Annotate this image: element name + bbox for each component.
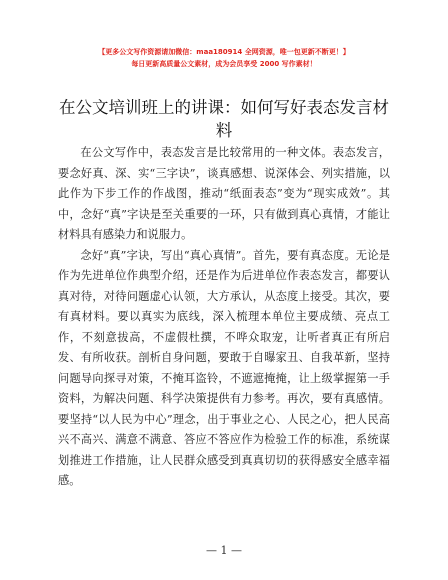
document-title: 在公文培训班上的讲课：如何写好表态发言材料: [59, 98, 389, 140]
body-paragraph-1: 在公文写作中，表态发言是比较常用的一种文体。表态发言，要念好真、深、实“三字诀”，谈真感想、说深体会、列实措施，以此作为下步工作的作战图，推动“纸面表态”变为“现实成效”。其中，念好“真”字诀是至关重要的一环，只有做到真心真情，才能让材料具有感染力和说服力。: [58, 146, 390, 241]
promo-banner-line-2: 每日更新高质量公文素材，成为会员享受 2000 写作素材！: [131, 60, 317, 68]
document-body: [58, 143, 390, 492]
body-paragraph-2: 念好“真”字诀，写出“真心真情”。首先，要有真态度。无论是作为先进单位作典型介绍，还是作为后进单位作表态发言，都要认真对待，对待问题虚心认领，大方承认，从态度上接受。其次，要有真材料。要以真实为底线，深入梳理本单位主要成绩、亮点工作，不刻意拔高，不虚假杜撰，不哗众取宠，让听者真正有所启发、有所收获。剖析自身问题，要敢于自曝家丑、自我革新，坚持问题导向探寻对策，不掩耳盗铃，不遮遮掩掩，让上级掌握第一手资料，为解决问题、科学决策提供有力参考。再次，要有真感情。要坚持“以人民为中心”理念，出于事业之心、人民之心，把人民高兴不高兴、满意不满意、答应不答应作为检验工作的标准，系统谋划推进工作措施，让人民群众感受到真真切切的获得感安全感幸福感。: [58, 248, 390, 487]
page-number: — 1 —: [206, 544, 242, 557]
promo-banner-line-1: 【更多公文写作资源请加微信：maa180914 全网资源，唯一包更新不断更！】: [98, 48, 350, 56]
promo-banner: [0, 46, 448, 70]
